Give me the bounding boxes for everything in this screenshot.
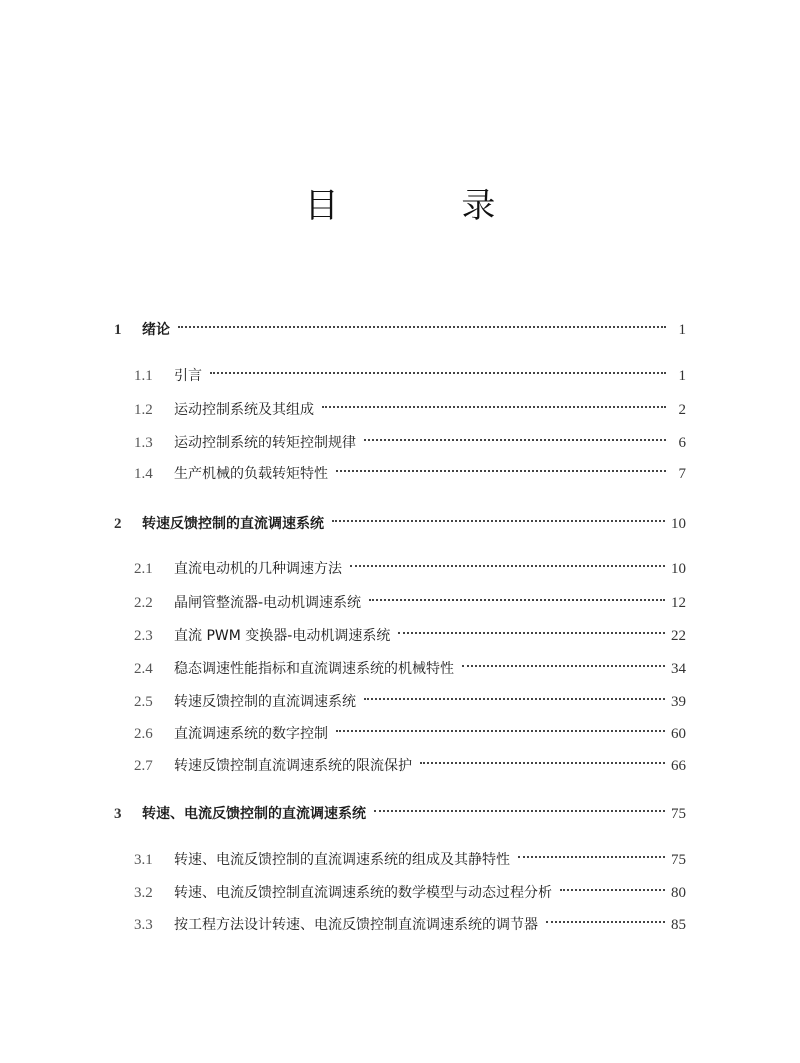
toc-section-2-3[interactable] [134,618,686,644]
dot-leader [369,585,665,607]
dot-leader [178,312,666,334]
page-number: 7 [678,466,686,482]
page-number: 22 [671,628,686,644]
toc-section-2-5[interactable] [134,684,686,710]
dot-leader [364,425,666,447]
toc-chapter-1[interactable] [114,312,686,338]
section-number: 1.1 [134,368,153,384]
page-number: 60 [671,726,686,742]
page-number: 75 [671,852,686,868]
section-title: 转速、电流反馈控制的直流调速系统的组成及其静特性 [174,852,510,868]
dot-leader [332,506,665,528]
chapter-number: 3 [114,806,122,822]
toc-section-2-1[interactable] [134,551,686,577]
toc-section-1-3[interactable] [134,425,686,451]
page-number: 10 [671,516,686,532]
section-title: 运动控制系统及其组成 [174,402,314,418]
dot-leader [336,716,665,738]
page-number: 1 [678,368,686,384]
dot-leader [518,842,665,864]
toc-section-2-4[interactable] [134,651,686,677]
toc-section-2-7[interactable] [134,748,686,774]
page-number: 39 [671,694,686,710]
dot-leader [336,456,666,478]
section-number: 2.1 [134,561,153,577]
dot-leader [560,875,665,897]
section-title: 直流 PWM 变换器-电动机调速系统 [174,628,391,644]
section-title: 转速、电流反馈控制直流调速系统的数学模型与动态过程分析 [174,885,552,901]
toc-section-3-2[interactable] [134,875,686,901]
toc-chapter-3[interactable] [114,796,686,822]
toc-section-2-2[interactable] [134,585,686,611]
toc-section-3-3[interactable] [134,907,686,933]
toc-section-1-2[interactable] [134,392,686,418]
dot-leader [364,684,665,706]
chapter-title: 转速、电流反馈控制的直流调速系统 [142,806,366,822]
section-number: 1.3 [134,435,153,451]
section-title: 运动控制系统的转矩控制规律 [174,435,356,451]
section-title: 按工程方法设计转速、电流反馈控制直流调速系统的调节器 [174,917,538,933]
section-title: 引言 [174,368,202,384]
section-title: 稳态调速性能指标和直流调速系统的机械特性 [174,661,454,677]
toc-section-2-6[interactable] [134,716,686,742]
section-number: 3.3 [134,917,153,933]
toc-chapter-2[interactable] [114,506,686,532]
dot-leader [398,618,665,640]
dot-leader [420,748,665,770]
dot-leader [374,796,665,818]
dot-leader [210,358,666,380]
dot-leader [322,392,666,414]
section-number: 2.5 [134,694,153,710]
page-number: 75 [671,806,686,822]
section-title: 生产机械的负载转矩特性 [174,466,328,482]
page-number: 34 [671,661,686,677]
chapter-title: 绪论 [142,322,170,338]
section-number: 2.4 [134,661,153,677]
page-number: 1 [678,322,686,338]
page-number: 80 [671,885,686,901]
dot-leader [350,551,665,573]
page-title: 目 录 [304,186,552,226]
section-number: 3.2 [134,885,153,901]
chapter-number: 2 [114,516,122,532]
page-number: 66 [671,758,686,774]
chapter-number: 1 [114,322,122,338]
toc-section-1-1[interactable] [134,358,686,384]
toc-section-1-4[interactable] [134,456,686,482]
page-number: 10 [671,561,686,577]
chapter-title: 转速反馈控制的直流调速系统 [142,516,324,532]
section-number: 1.2 [134,402,153,418]
section-number: 2.2 [134,595,153,611]
section-title: 直流电动机的几种调速方法 [174,561,342,577]
page-number: 2 [678,402,686,418]
section-title: 转速反馈控制直流调速系统的限流保护 [174,758,412,774]
toc-section-3-1[interactable] [134,842,686,868]
dot-leader [546,907,665,929]
section-title: 转速反馈控制的直流调速系统 [174,694,356,710]
section-number: 2.6 [134,726,153,742]
page-number: 6 [678,435,686,451]
section-title: 晶闸管整流器-电动机调速系统 [174,595,362,611]
section-title: 直流调速系统的数字控制 [174,726,328,742]
section-number: 2.7 [134,758,153,774]
page-number: 85 [671,917,686,933]
page-number: 12 [671,595,686,611]
dot-leader [462,651,665,673]
section-number: 3.1 [134,852,153,868]
section-number: 2.3 [134,628,153,644]
section-number: 1.4 [134,466,153,482]
